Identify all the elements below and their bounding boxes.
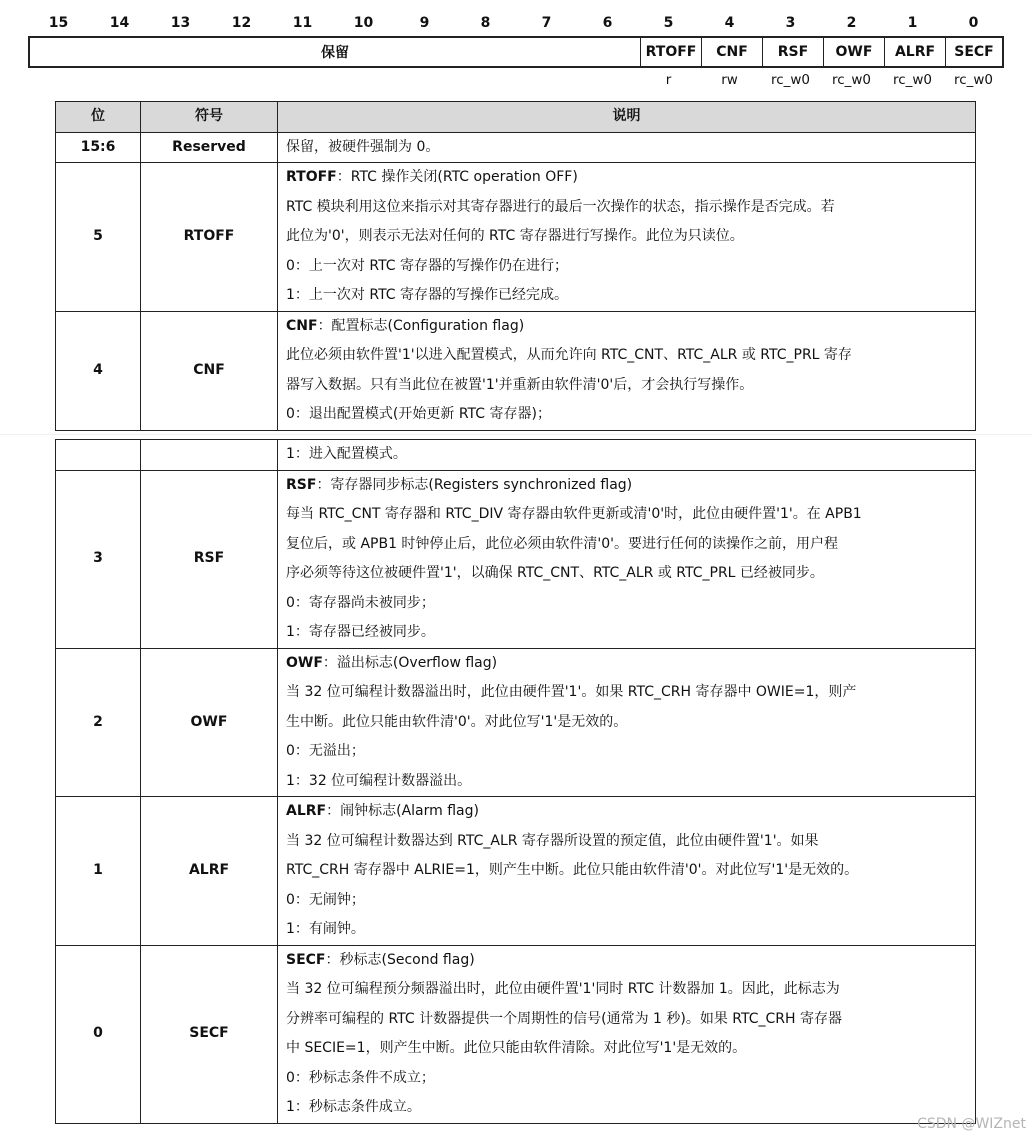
header-description: 说明 xyxy=(278,102,976,133)
bit-number: 8 xyxy=(480,15,491,31)
bit-number: 2 xyxy=(846,15,857,31)
description-line: 1：上一次对 RTC 寄存器的写操作已经完成。 xyxy=(286,287,569,303)
access-row xyxy=(28,72,1004,90)
description-line: 每当 RTC_CNT 寄存器和 RTC_DIV 寄存器由软件更新或清'0'时，此位由硬件置'1'。在 APB1 xyxy=(286,506,862,522)
description-line: 1：秒标志条件成立。 xyxy=(286,1099,421,1115)
row-bit: 3 xyxy=(56,470,141,648)
row-symbol: Reserved xyxy=(141,132,278,163)
row-symbol xyxy=(141,440,278,471)
bit-field-cnf: CNF xyxy=(701,38,762,66)
bit-number: 7 xyxy=(541,15,552,31)
row-symbol: ALRF xyxy=(141,797,278,946)
bit-number: 15 xyxy=(48,15,69,31)
description-line: 0：无闹钟； xyxy=(286,891,365,908)
row-bit: 0 xyxy=(56,945,141,1123)
row-bit: 2 xyxy=(56,648,141,797)
table-row xyxy=(56,440,976,471)
row-bit: 1 xyxy=(56,797,141,946)
table-row xyxy=(56,648,976,797)
row-bit: 5 xyxy=(56,163,141,312)
row-bit xyxy=(56,440,141,471)
description-line: 此位必须由软件置'1'以进入配置模式，从而允许向 RTC_CNT、RTC_ALR 或 RTC_PRL 寄存 xyxy=(286,347,852,363)
bit-number: 9 xyxy=(419,15,430,31)
description-title: OWF：溢出标志(Overflow flag) xyxy=(286,654,498,671)
bit-number: 13 xyxy=(170,15,191,31)
description-line: 1：32 位可编程计数器溢出。 xyxy=(286,772,472,789)
bit-field-secf: SECF xyxy=(945,38,1002,66)
description-title: RTOFF：RTC 操作关闭(RTC operation OFF) xyxy=(286,169,578,185)
access-type: rc_w0 xyxy=(892,72,933,88)
table-row xyxy=(56,163,976,312)
row-description xyxy=(278,648,976,797)
bit-number: 0 xyxy=(968,15,979,31)
bit-number-row xyxy=(28,15,1004,33)
description-line: 1：有闹钟。 xyxy=(286,921,365,937)
bit-number: 14 xyxy=(109,15,130,31)
bit-number: 5 xyxy=(663,15,674,31)
bit-number: 11 xyxy=(292,15,313,31)
description-line: 当 32 位可编程计数器溢出时，此位由硬件置'1'。如果 RTC_CRH 寄存器中 OWIE=1，则产 xyxy=(286,684,857,700)
register-bit-fields xyxy=(28,36,1004,68)
row-description xyxy=(278,163,976,312)
table-row xyxy=(56,132,976,163)
row-description xyxy=(278,440,976,471)
description-title: ALRF：闹钟标志(Alarm flag) xyxy=(286,803,479,819)
description-line: 复位后，或 APB1 时钟停止后，此位必须由软件清'0'。要进行任何的读操作之前，用户程 xyxy=(286,535,839,552)
description-line: 生中断。此位只能由软件清'0'。对此位写'1'是无效的。 xyxy=(286,713,628,730)
access-type: rc_w0 xyxy=(831,72,872,88)
description-title: RSF：寄存器同步标志(Registers synchronized flag) xyxy=(286,476,633,493)
row-bit: 4 xyxy=(56,311,141,430)
description-line: 当 32 位可编程计数器达到 RTC_ALR 寄存器所设置的预定值，此位由硬件置'1'。如果 xyxy=(286,832,819,849)
access-type: rc_w0 xyxy=(770,72,811,88)
header-bit: 位 xyxy=(56,102,141,133)
row-symbol: OWF xyxy=(141,648,278,797)
description-line: 当 32 位可编程预分频器溢出时，此位由硬件置'1'同时 RTC 计数器加 1。因此，此标志为 xyxy=(286,981,840,997)
row-symbol: RTOFF xyxy=(141,163,278,312)
description-title: SECF：秒标志(Second flag) xyxy=(286,951,475,968)
description-line: 保留，被硬件强制为 0。 xyxy=(286,138,440,155)
row-description xyxy=(278,945,976,1123)
bit-field-reserved: 保留 xyxy=(321,45,349,61)
bit-field-owf: OWF xyxy=(823,38,884,66)
row-description xyxy=(278,797,976,946)
bit-number: 4 xyxy=(724,15,735,31)
row-bit: 15:6 xyxy=(56,132,141,163)
bit-number: 12 xyxy=(231,15,252,31)
description-line: 此位为'0'，则表示无法对任何的 RTC 寄存器进行写操作。此位为只读位。 xyxy=(286,228,744,244)
watermark: CSDN @WIZnet xyxy=(917,1116,1026,1132)
description-line: RTC 模块利用这位来指示对其寄存器进行的最后一次操作的状态，指示操作是否完成。若 xyxy=(286,198,835,215)
access-type: r xyxy=(665,72,672,88)
table-row xyxy=(56,945,976,1123)
bit-description-table xyxy=(55,101,976,431)
description-line: 分辨率可编程的 RTC 计数器提供一个周期性的信号(通常为 1 秒)。如果 RTC_CRH 寄存器 xyxy=(286,1010,842,1027)
row-description xyxy=(278,132,976,163)
bit-field-rtoff: RTOFF xyxy=(640,38,701,66)
description-line: 1：进入配置模式。 xyxy=(286,446,407,462)
description-line: 器写入数据。只有当此位在被置'1'并重新由软件清'0'后，才会执行写操作。 xyxy=(286,376,754,393)
table-row xyxy=(56,311,976,430)
description-line: 0：秒标志条件不成立； xyxy=(286,1069,435,1086)
bit-number: 1 xyxy=(907,15,918,31)
row-description xyxy=(278,311,976,430)
bit-description-table-continued xyxy=(55,439,976,1124)
row-description xyxy=(278,470,976,648)
bit-number: 3 xyxy=(785,15,796,31)
header-symbol: 符号 xyxy=(141,102,278,133)
description-line: 0：上一次对 RTC 寄存器的写操作仍在进行； xyxy=(286,257,569,274)
description-title: CNF：配置标志(Configuration flag) xyxy=(286,317,525,334)
row-symbol: SECF xyxy=(141,945,278,1123)
description-line: 序必须等待这位被硬件置'1'，以确保 RTC_CNT、RTC_ALR 或 RTC_PRL 已经被同步。 xyxy=(286,565,824,581)
description-line: RTC_CRH 寄存器中 ALRIE=1，则产生中断。此位只能由软件清'0'。对此位写'1'是无效的。 xyxy=(286,862,859,878)
description-line: 中 SECIE=1，则产生中断。此位只能由软件清除。对此位写'1'是无效的。 xyxy=(286,1040,747,1056)
table-row xyxy=(56,797,976,946)
access-type: rw xyxy=(721,72,738,88)
description-line: 1：寄存器已经被同步。 xyxy=(286,624,435,640)
description-line: 0：无溢出； xyxy=(286,743,365,759)
table-header-row xyxy=(56,102,976,133)
bit-field-rsf: RSF xyxy=(762,38,823,66)
row-symbol: CNF xyxy=(141,311,278,430)
access-type: rc_w0 xyxy=(953,72,994,88)
bit-number: 6 xyxy=(602,15,613,31)
description-line: 0：寄存器尚未被同步； xyxy=(286,594,435,611)
bit-number: 10 xyxy=(353,15,374,31)
bit-field-alrf: ALRF xyxy=(884,38,945,66)
description-line: 0：退出配置模式(开始更新 RTC 寄存器)； xyxy=(286,406,551,422)
table-row xyxy=(56,470,976,648)
row-symbol: RSF xyxy=(141,470,278,648)
